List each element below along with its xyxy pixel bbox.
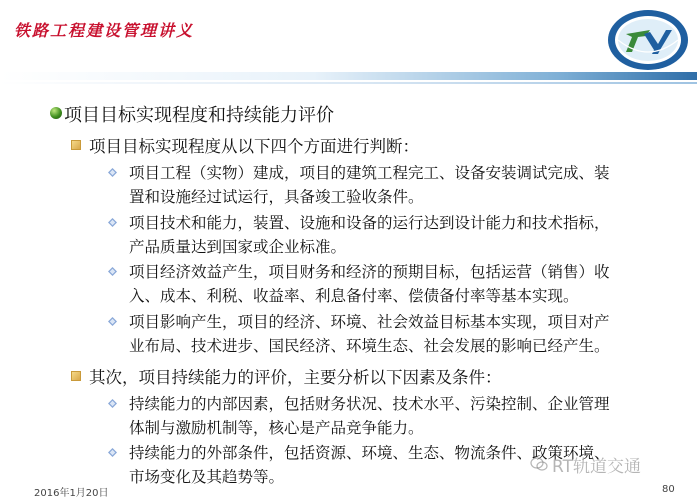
blue-diamond-icon	[108, 267, 117, 276]
list-item-line: 持续能力的内部因素，包括财务状况、技术水平、污染控制、企业管理	[129, 395, 610, 413]
slide-header	[0, 0, 697, 78]
list-item	[129, 211, 674, 259]
blue-diamond-icon	[108, 448, 117, 457]
blue-diamond-icon	[108, 218, 117, 227]
list-item-line: 项目影响产生，项目的经济、环境、社会效益目标基本实现，项目对产	[129, 313, 610, 331]
footer-date: 2016年1月20日	[34, 488, 109, 499]
header-title: 铁路工程建设管理讲义	[14, 21, 195, 40]
header-divider	[0, 72, 697, 80]
list-item-line: 项目技术和能力，装置、设施和设备的运行达到设计能力和技术指标，	[129, 214, 610, 232]
list-item-line: 市场变化及其趋势等。	[129, 468, 285, 486]
gold-square-icon	[71, 371, 81, 381]
header-divider-thin	[0, 82, 697, 84]
list-item-line: 置和设施经过试运行，具备竣工验收条件。	[129, 188, 424, 206]
gold-square-icon	[71, 140, 81, 150]
list-item	[129, 392, 674, 440]
list-item	[129, 310, 674, 358]
blue-diamond-icon	[108, 317, 117, 326]
list-item-line: 项目工程（实物）建成，项目的建筑工程完工、设备安装调试完成、装	[129, 164, 610, 182]
list-item-line: 业布局、技术进步、国民经济、环境生态、社会发展的影响已经产生。	[129, 337, 610, 355]
railway-school-logo-icon	[606, 8, 690, 72]
blue-diamond-icon	[108, 168, 117, 177]
wechat-icon	[530, 456, 548, 472]
list-item	[129, 260, 674, 308]
list-item-line: 入、成本、利税、收益率、利息备付率、偿债备付率等基本实现。	[129, 287, 579, 305]
green-ball-icon	[50, 107, 62, 119]
page-number: 80	[662, 484, 675, 495]
list-item-line: 体制与激励机制等，核心是产品竞争能力。	[129, 419, 424, 437]
list-item-line: 项目经济效益产生，项目财务和经济的预期目标，包括运营（销售）收	[129, 263, 610, 281]
list-item	[129, 161, 674, 209]
list-item-line: 产品质量达到国家或企业标准。	[129, 238, 347, 256]
section-heading: 项目目标实现程度和持续能力评价	[64, 105, 334, 126]
list-item-line: 持续能力的外部条件，包括资源、环境、生态、物流条件、政策环境、	[129, 444, 610, 462]
group-title: 其次，项目持续能力的评价，主要分析以下因素及条件：	[89, 368, 502, 387]
group-title: 项目目标实现程度从以下四个方面进行判断：	[89, 137, 419, 156]
watermark-text: RT轨道交通	[552, 457, 641, 477]
blue-diamond-icon	[108, 399, 117, 408]
